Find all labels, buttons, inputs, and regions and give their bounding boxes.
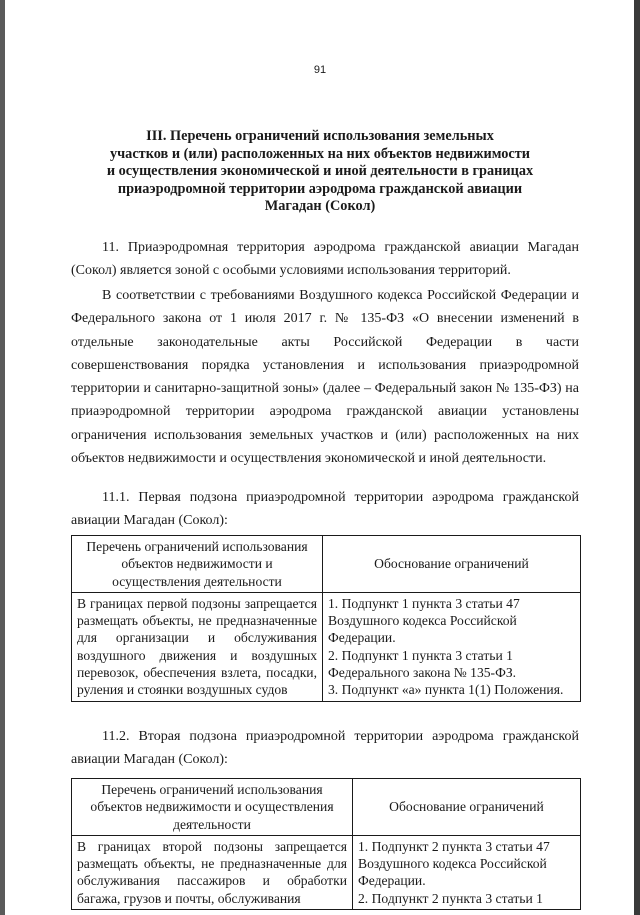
table-row	[72, 835, 581, 909]
scan-edge-right	[634, 0, 640, 915]
paragraph-11-1-text: 11.1. Первая подзона приаэродромной территории аэродрома гражданской авиации Магадан (Сокол):	[71, 490, 579, 529]
section-title-line: Магадан (Сокол)	[264, 198, 376, 214]
subzone-2-table	[71, 778, 581, 910]
paragraph-11-2	[71, 725, 579, 772]
scan-edge-left	[0, 0, 5, 915]
restriction-text: В границах первой подзоны запрещается размещать объекты, не предназначенные для организации и обслуживания воздушного движения и воздушных перевозок, обеспечения взлета, посадки, руления и стоянки воздушных судов	[72, 592, 323, 701]
paragraph-11-text: 11. Приаэродромная территория аэродрома гражданской авиации Магадан (Сокол) является зоной с особыми условиями использования территорий.	[71, 240, 579, 279]
table-header-row	[72, 779, 581, 836]
justification-item: 3. Подпункт «а» пункта 1(1) Положения.	[328, 682, 564, 698]
justification-item: 2. Подпункт 1 пункта 3 статьи 1 Федерального закона № 135-ФЗ.	[328, 647, 517, 681]
justification-item: 1. Подпункт 2 пункта 3 статьи 47 Воздушного кодекса Российской Федерации.	[358, 838, 550, 889]
paragraph-11-1	[71, 486, 579, 533]
paragraph-11-2-text: 11.2. Вторая подзона приаэродромной территории аэродрома гражданской авиации Магадан (Сокол):	[71, 729, 579, 768]
justification-item: 1. Подпункт 1 пункта 3 статьи 47 Воздушного кодекса Российской Федерации.	[328, 595, 520, 646]
header-restrictions: Перечень ограничений использования объектов недвижимости и осуществления деятельности	[72, 779, 353, 836]
section-title-line: приаэродромной территории аэродрома гражданской авиации	[117, 180, 523, 197]
justification-list	[323, 592, 581, 701]
table-row	[72, 592, 581, 701]
section-title	[60, 128, 580, 216]
page-number: 91	[313, 64, 327, 76]
section-title-line: III. Перечень ограничений использования земельных	[146, 128, 494, 144]
paragraph-11	[71, 236, 579, 283]
paragraph-legal-basis	[71, 284, 579, 470]
justification-list	[353, 835, 581, 909]
paragraph-legal-basis-text: В соответствии с требованиями Воздушного кодекса Российской Федерации и Федерального закона от 1 июля 2017 г. № 135-ФЗ «О внесении изменений в отдельные законодательные акты Российской Федерации в части совершенствования порядка установления и использования приаэродромной территории и санитарно-защитной зоны» (далее – Федеральный закон № 135-ФЗ) на приаэродромной территории аэродрома гражданской авиации установлены ограничения использования земельных участков и (или) расположенных на них объектов недвижимости и осуществления экономической и иной деятельности.	[71, 288, 579, 467]
header-restrictions: Перечень ограничений использования объектов недвижимости и осуществления деятельности	[72, 536, 323, 593]
header-justification: Обоснование ограничений	[353, 779, 581, 836]
header-justification: Обоснование ограничений	[323, 536, 581, 593]
justification-item: 2. Подпункт 2 пункта 3 статьи 1	[358, 890, 543, 906]
section-title-line: и осуществления экономической и иной деятельности в границах	[106, 163, 534, 179]
table-header-row	[72, 536, 581, 593]
restriction-text: В границах второй подзоны запрещается размещать объекты, не предназначенные для обслуживания пассажиров и обработки багажа, грузов и почты, обслуживания	[72, 835, 353, 909]
subzone-1-table	[71, 535, 581, 702]
section-title-line: участков и (или) расположенных на них объектов недвижимости	[109, 145, 531, 162]
